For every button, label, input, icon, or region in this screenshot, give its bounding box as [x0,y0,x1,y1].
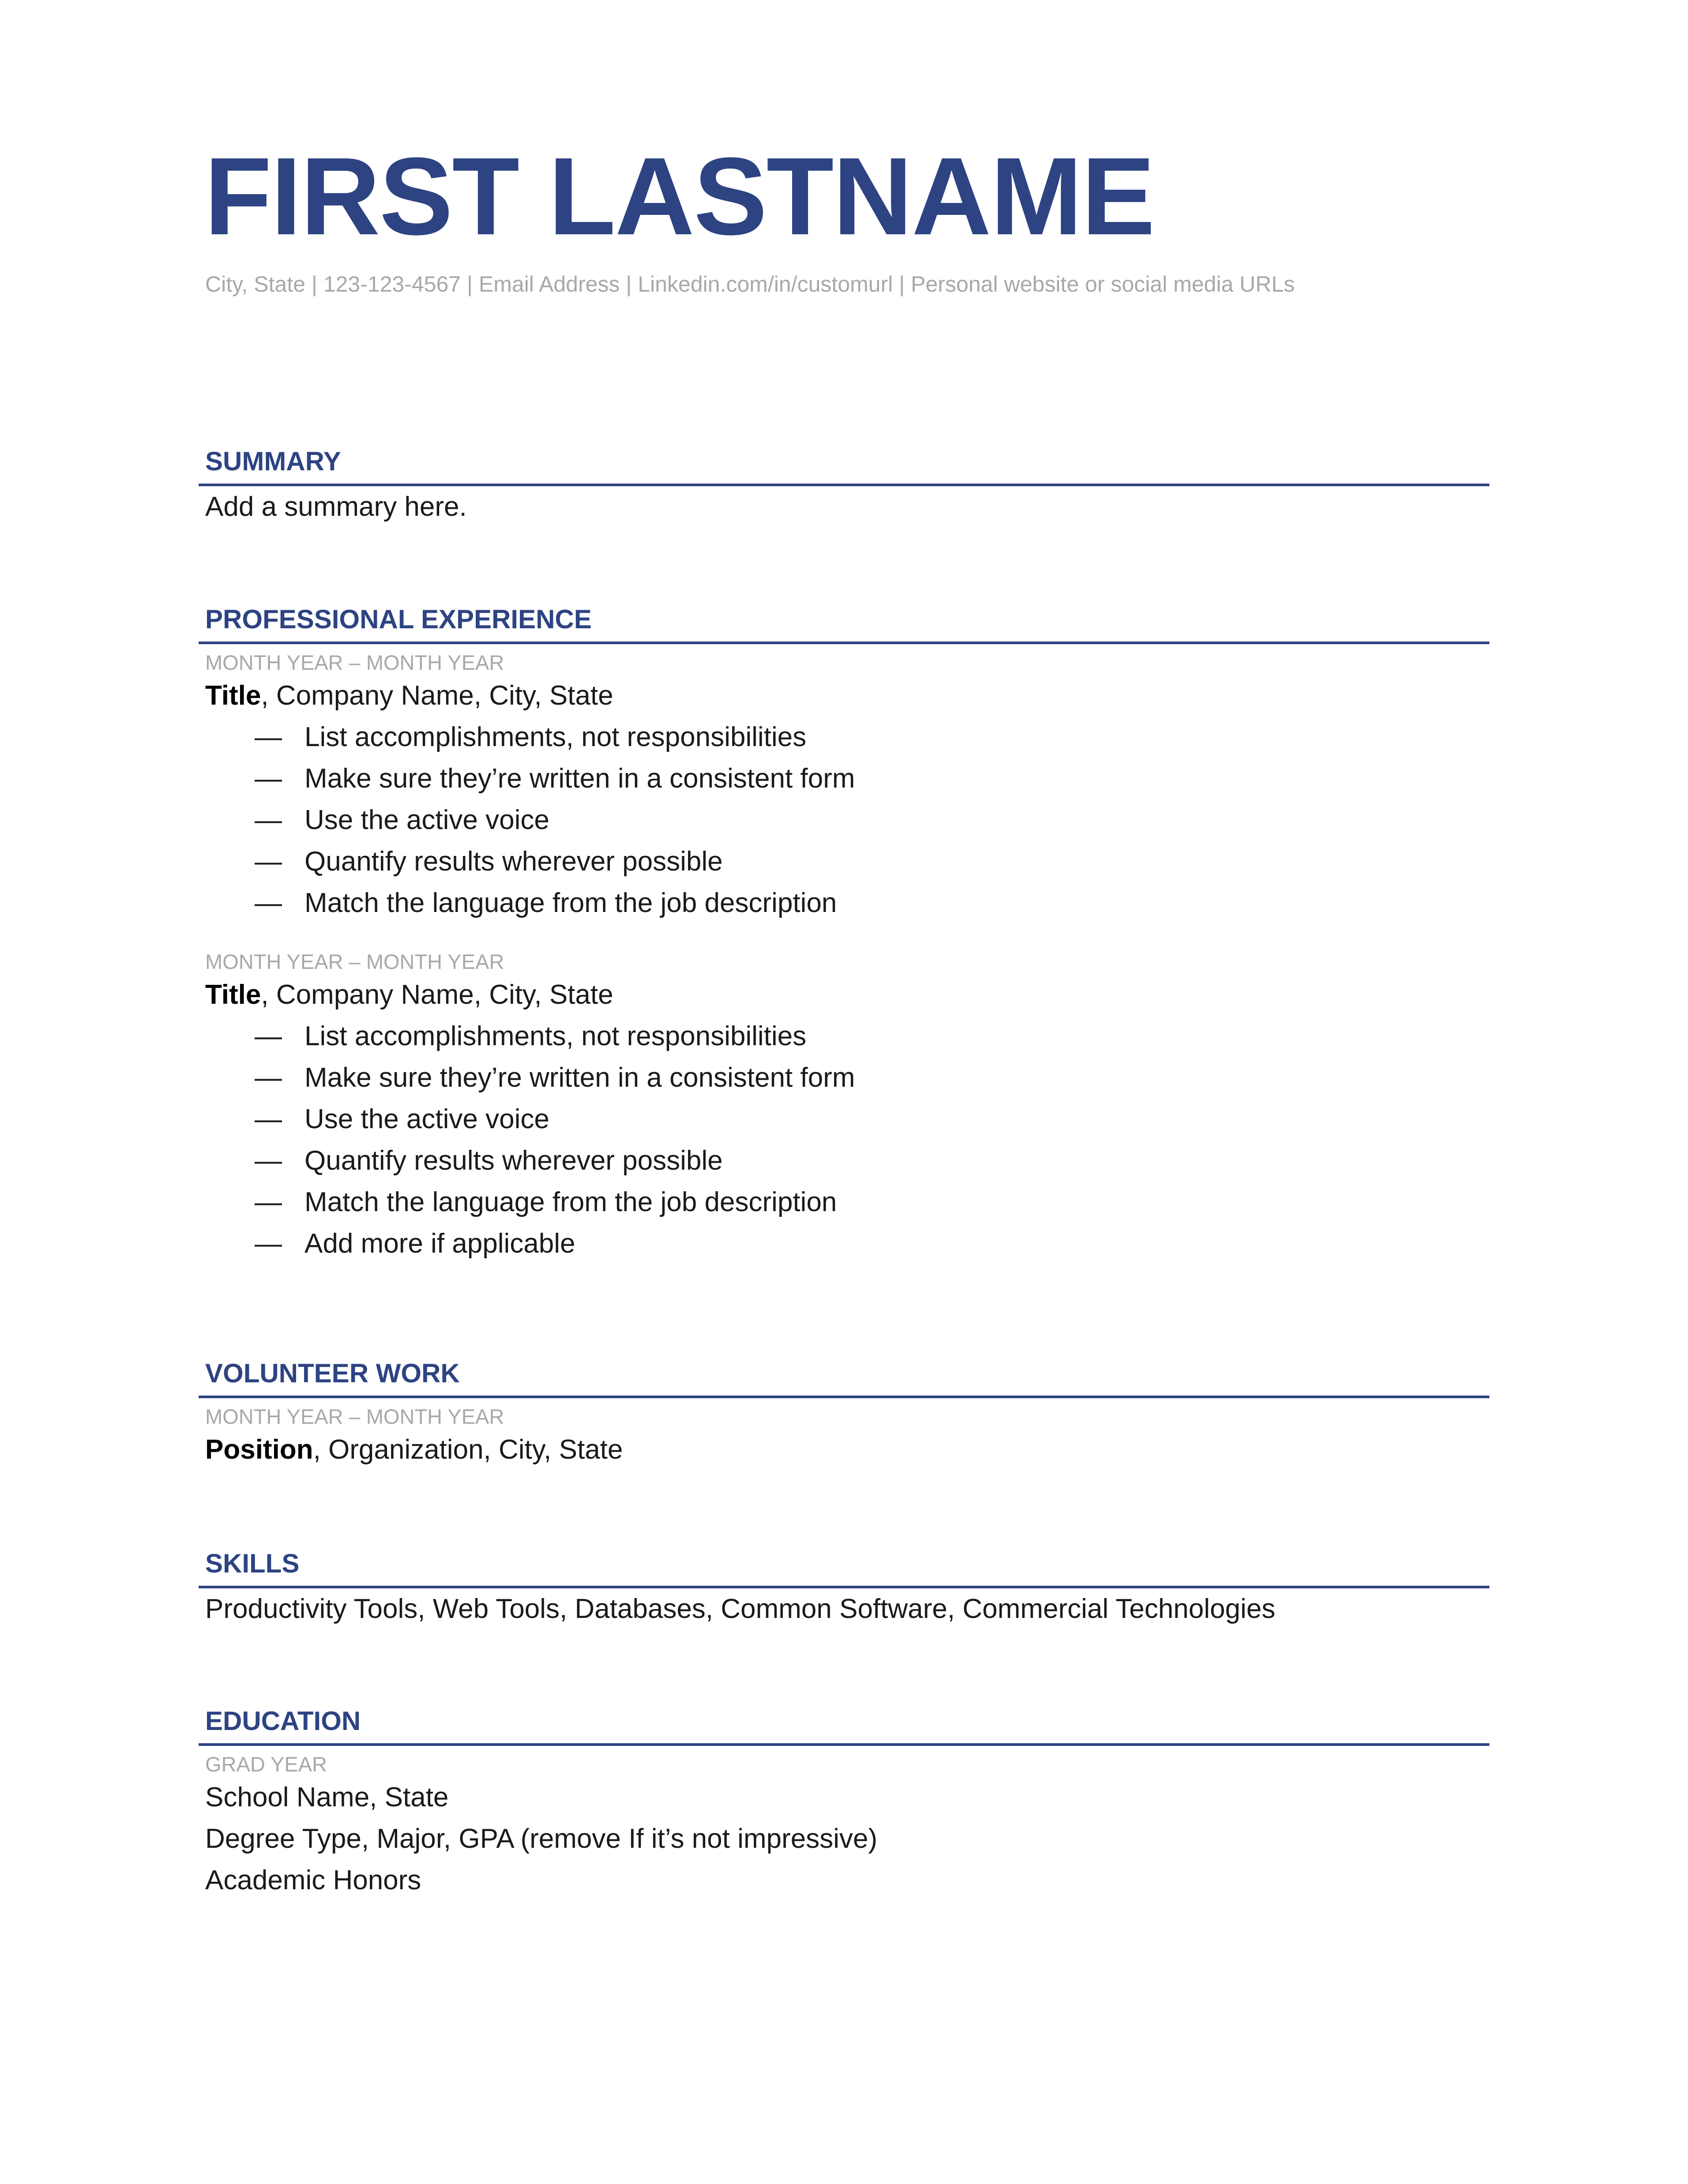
job-entry [205,949,1489,1265]
volunteer-heading [205,1429,1489,1471]
job-title: Title [205,979,261,1010]
volunteer-organization: , Organization, City, State [313,1434,623,1465]
bullet-text: Match the language from the job description [305,888,837,918]
section-header [199,441,1489,486]
dash-bullet-icon: — [255,846,282,877]
experience-section [199,599,1489,1265]
bullet-text: Quantify results wherever possible [305,1145,723,1176]
job-dates: MONTH YEAR – MONTH YEAR [205,651,504,674]
section-title-volunteer: VOLUNTEER WORK [205,1358,460,1388]
volunteer-dates: MONTH YEAR – MONTH YEAR [205,1405,504,1428]
dash-bullet-icon: — [255,1228,282,1259]
job-bullets [205,717,1489,924]
section-title-education: EDUCATION [205,1706,361,1736]
dash-bullet-icon: — [255,1145,282,1176]
list-item [205,1223,1489,1265]
job-heading [205,675,1489,717]
job-dates: MONTH YEAR – MONTH YEAR [205,950,504,973]
list-item [205,799,1489,841]
degree-info: Degree Type, Major, GPA (remove If it’s not impressive) [205,1824,878,1854]
summary-text: Add a summary here. [205,492,467,522]
volunteer-position: Position [205,1434,313,1465]
section-title-skills: SKILLS [205,1549,300,1578]
job-bullets [205,1016,1489,1265]
list-item [205,1140,1489,1182]
bullet-text: Add more if applicable [305,1228,575,1259]
job-heading [205,974,1489,1016]
bullet-text: Quantify results wherever possible [305,846,723,877]
dash-bullet-icon: — [255,888,282,918]
list-item [205,758,1489,799]
skills-section [199,1543,1489,1630]
list-item [205,717,1489,758]
dash-bullet-icon: — [255,763,282,794]
list-item [205,1182,1489,1223]
skills-text: Productivity Tools, Web Tools, Databases, Common Software, Commercial Technologies [205,1594,1275,1624]
bullet-text: Make sure they’re written in a consistent form [305,1062,855,1093]
dash-bullet-icon: — [255,722,282,752]
bullet-text: List accomplishments, not responsibilities [305,722,807,752]
education-section [199,1701,1489,1901]
bullet-text: Make sure they’re written in a consistent form [305,763,855,794]
dash-bullet-icon: — [255,1021,282,1051]
list-item [205,1099,1489,1140]
list-item [205,841,1489,882]
bullet-text: Use the active voice [305,1104,549,1134]
bullet-text: Match the language from the job description [305,1187,837,1217]
volunteer-section [199,1353,1489,1471]
job-entry [205,650,1489,924]
candidate-name: FIRST LASTNAME [204,135,1154,258]
dash-bullet-icon: — [255,1062,282,1093]
section-header [199,599,1489,644]
job-company: , Company Name, City, State [261,979,613,1010]
dash-bullet-icon: — [255,805,282,835]
list-item [205,1016,1489,1057]
list-item [205,1057,1489,1099]
school-name: School Name, State [205,1782,449,1812]
list-item [205,882,1489,924]
job-title: Title [205,680,261,711]
contact-line: City, State | 123-123-4567 | Email Address | Linkedin.com/in/customurl | Personal website or social media URLs [205,272,1295,296]
dash-bullet-icon: — [255,1104,282,1134]
section-header [199,1353,1489,1398]
bullet-text: List accomplishments, not responsibilities [305,1021,807,1051]
section-title-experience: PROFESSIONAL EXPERIENCE [205,604,592,634]
section-header [199,1543,1489,1588]
summary-section [199,441,1489,528]
academic-honors: Academic Honors [205,1865,421,1895]
job-company: , Company Name, City, State [261,680,613,711]
section-header [199,1701,1489,1746]
bullet-text: Use the active voice [305,805,549,835]
grad-year: GRAD YEAR [205,1752,327,1776]
dash-bullet-icon: — [255,1187,282,1217]
section-title-summary: SUMMARY [205,447,341,476]
